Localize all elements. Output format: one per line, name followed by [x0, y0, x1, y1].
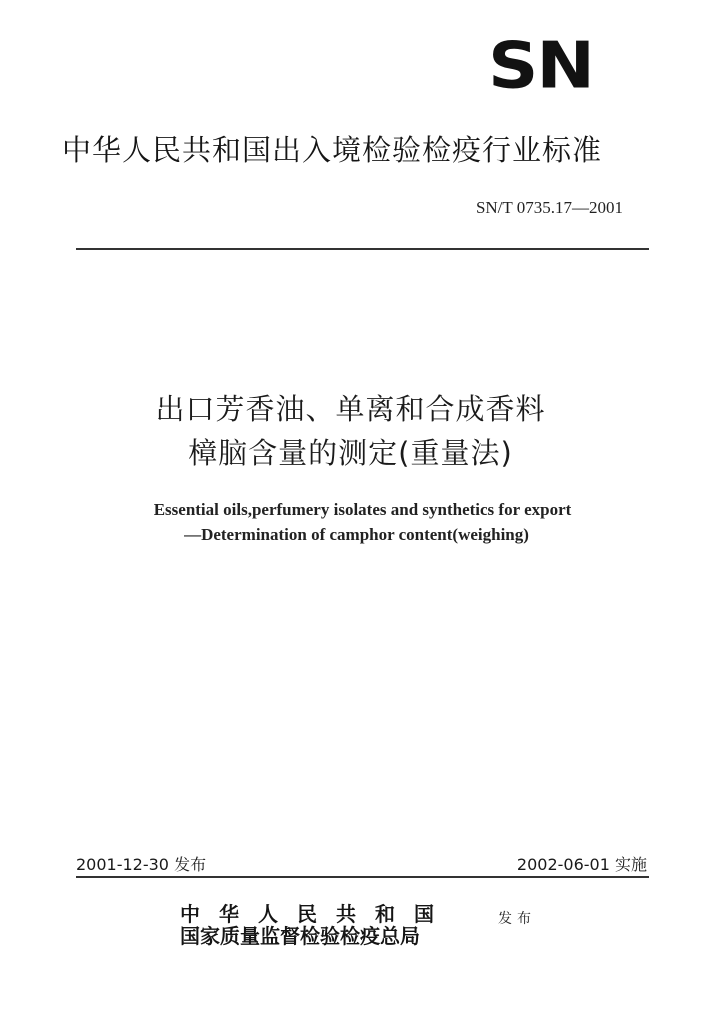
document-title-zh-line2: 樟脑含量的测定(重量法) — [188, 436, 513, 470]
bottom-divider — [76, 876, 649, 878]
document-title-en-line1: Essential oils,perfumery isolates and synthetics for export — [153, 500, 572, 519]
issuer-line1: 中华人民共和国 — [180, 902, 453, 926]
effective-date: 2002-06-01 实施 — [516, 855, 647, 874]
publish-label: 发布 — [498, 911, 536, 927]
issue-date: 2001-12-30 发布 — [76, 855, 207, 874]
top-divider — [76, 248, 649, 250]
issuing-body-title: 中华人民共和国出入境检验检疫行业标准 — [62, 133, 603, 167]
document-title-en-line2: —Determination of camphor content(weighing) — [184, 525, 529, 544]
sn-logo: SN — [488, 27, 593, 104]
standard-number: SN/T 0735.17—2001 — [475, 198, 623, 217]
document-title-zh-line1: 出口芳香油、单离和合成香料 — [155, 392, 546, 426]
issuer-line2: 国家质量监督检验检疫总局 — [180, 924, 420, 948]
